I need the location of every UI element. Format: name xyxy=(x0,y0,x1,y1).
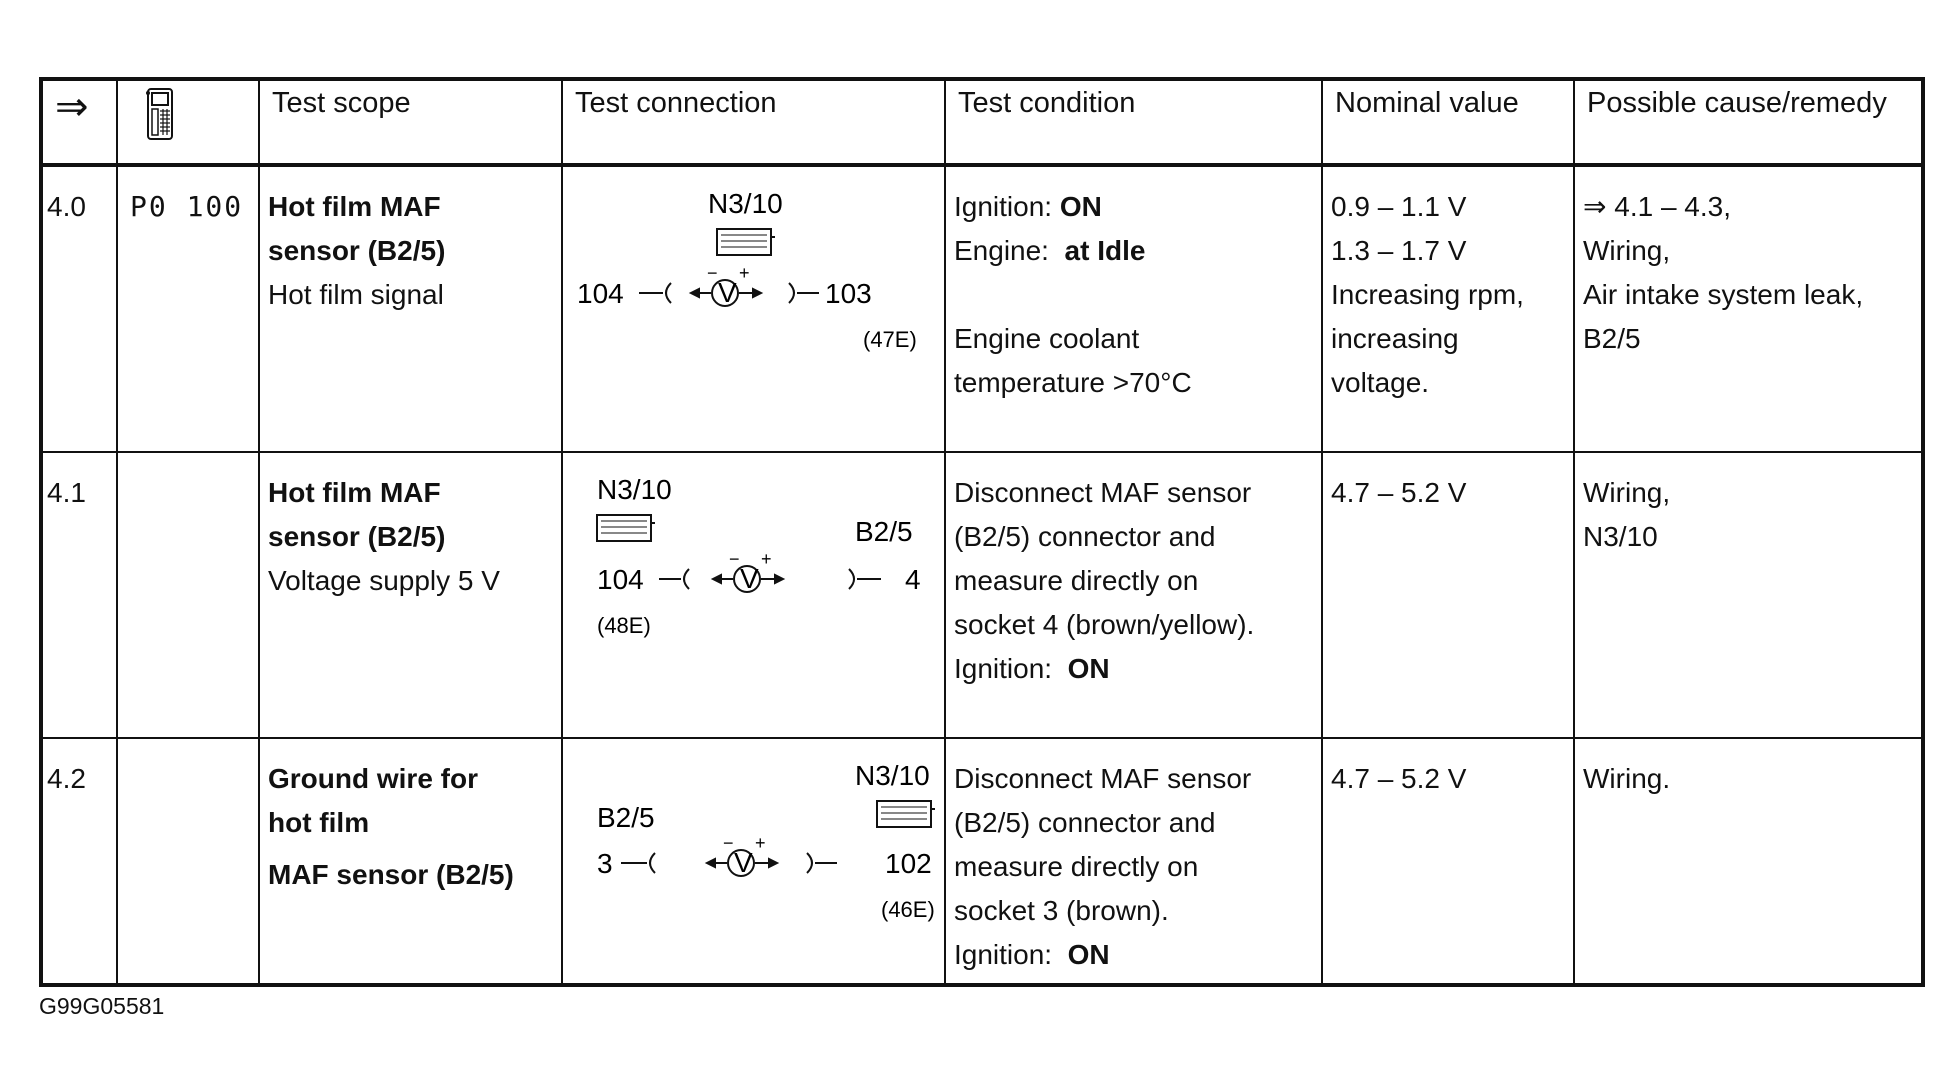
connection-diagram xyxy=(563,739,944,983)
table-row xyxy=(41,452,1923,738)
nominal-cell: 4.7 – 5.2 V xyxy=(1322,452,1574,738)
plus-sign: + xyxy=(761,549,772,569)
step-cell: 4.2 xyxy=(41,738,117,985)
connection-cell xyxy=(562,738,945,985)
fault-code-cell xyxy=(117,452,259,738)
condition-cell: Disconnect MAF sensor (B2/5) connector and measure directly on socket 4 (brown/yellow). Ignition: ON xyxy=(945,452,1322,738)
table-row xyxy=(41,165,1923,452)
test-table xyxy=(39,77,1925,987)
header-arrow xyxy=(41,79,117,165)
cause-cell: ⇒ 4.1 – 4.3, Wiring, Air intake system leak, B2/5 xyxy=(1574,165,1923,452)
connection-cell xyxy=(562,165,945,452)
left-pin-label: 104 xyxy=(577,278,624,309)
double-arrow-icon: ⇒ xyxy=(55,85,89,129)
nominal-cell: 0.9 – 1.1 V 1.3 – 1.7 V Increasing rpm, increasing voltage. xyxy=(1322,165,1574,452)
header-test-scope: Test scope xyxy=(259,79,562,165)
voltmeter-icon: V xyxy=(718,277,737,308)
header-row xyxy=(41,79,1923,165)
condition-cell: Ignition: ON Engine: at Idle Engine coolant temperature >70°C xyxy=(945,165,1322,452)
minus-sign: − xyxy=(723,833,734,853)
plus-sign: + xyxy=(739,263,750,283)
scope-cell: Hot film MAF sensor (B2/5) Voltage supply 5 V xyxy=(259,452,562,738)
cause-cell: Wiring. xyxy=(1574,738,1923,985)
table-row xyxy=(41,738,1923,985)
sensor-label: B2/5 xyxy=(855,516,913,547)
header-tester xyxy=(117,79,259,165)
connection-diagram xyxy=(563,453,944,737)
plus-sign: + xyxy=(755,833,766,853)
left-pin-label: 3 xyxy=(597,848,613,879)
fault-code-cell xyxy=(117,738,259,985)
scope-title-line: sensor (B2/5) xyxy=(268,235,446,266)
left-pin-label: 104 xyxy=(597,564,644,595)
control-unit-label: N3/10 xyxy=(597,474,672,505)
connection-note: (47E) xyxy=(863,327,917,352)
cause-cell: Wiring, N3/10 xyxy=(1574,452,1923,738)
voltmeter-icon: V xyxy=(740,563,759,594)
meter-symbol xyxy=(659,566,881,592)
scope-subtitle-line: Hot film signal xyxy=(268,279,444,310)
control-unit-label: N3/10 xyxy=(708,188,783,219)
step-cell: 4.1 xyxy=(41,452,117,738)
scope-title-line: Hot film MAF xyxy=(268,191,441,222)
right-pin-label: 102 xyxy=(885,848,932,879)
minus-sign: − xyxy=(707,263,718,283)
connection-note: (46E) xyxy=(881,897,935,922)
header-test-connection: Test connection xyxy=(562,79,945,165)
connection-diagram xyxy=(563,167,944,451)
header-nominal-value: Nominal value xyxy=(1322,79,1574,165)
minus-sign: − xyxy=(729,549,740,569)
connection-note: (48E) xyxy=(597,613,651,638)
scope-cell: Ground wire for hot film MAF sensor (B2/5) xyxy=(259,738,562,985)
connection-cell xyxy=(562,452,945,738)
meter-symbol xyxy=(621,850,837,876)
control-unit-connector-icon xyxy=(717,229,775,255)
diagnostic-tester-icon xyxy=(142,87,178,141)
fault-code-cell: P0 100 xyxy=(117,165,259,452)
header-possible-cause: Possible cause/remedy xyxy=(1574,79,1923,165)
figure-id: G99G05581 xyxy=(39,993,165,1019)
voltmeter-icon: V xyxy=(734,847,753,878)
nominal-cell: 4.7 – 5.2 V xyxy=(1322,738,1574,985)
right-pin-label: 4 xyxy=(905,564,921,595)
right-pin-label: 103 xyxy=(825,278,872,309)
sensor-label: B2/5 xyxy=(597,802,655,833)
step-cell: 4.0 xyxy=(41,165,117,452)
condition-cell: Disconnect MAF sensor (B2/5) connector and measure directly on socket 3 (brown). Ignition: ON xyxy=(945,738,1322,985)
control-unit-connector-icon xyxy=(877,801,935,827)
control-unit-label: N3/10 xyxy=(855,760,930,791)
scope-cell xyxy=(259,165,562,452)
header-test-condition: Test condition xyxy=(945,79,1322,165)
control-unit-connector-icon xyxy=(597,515,655,541)
